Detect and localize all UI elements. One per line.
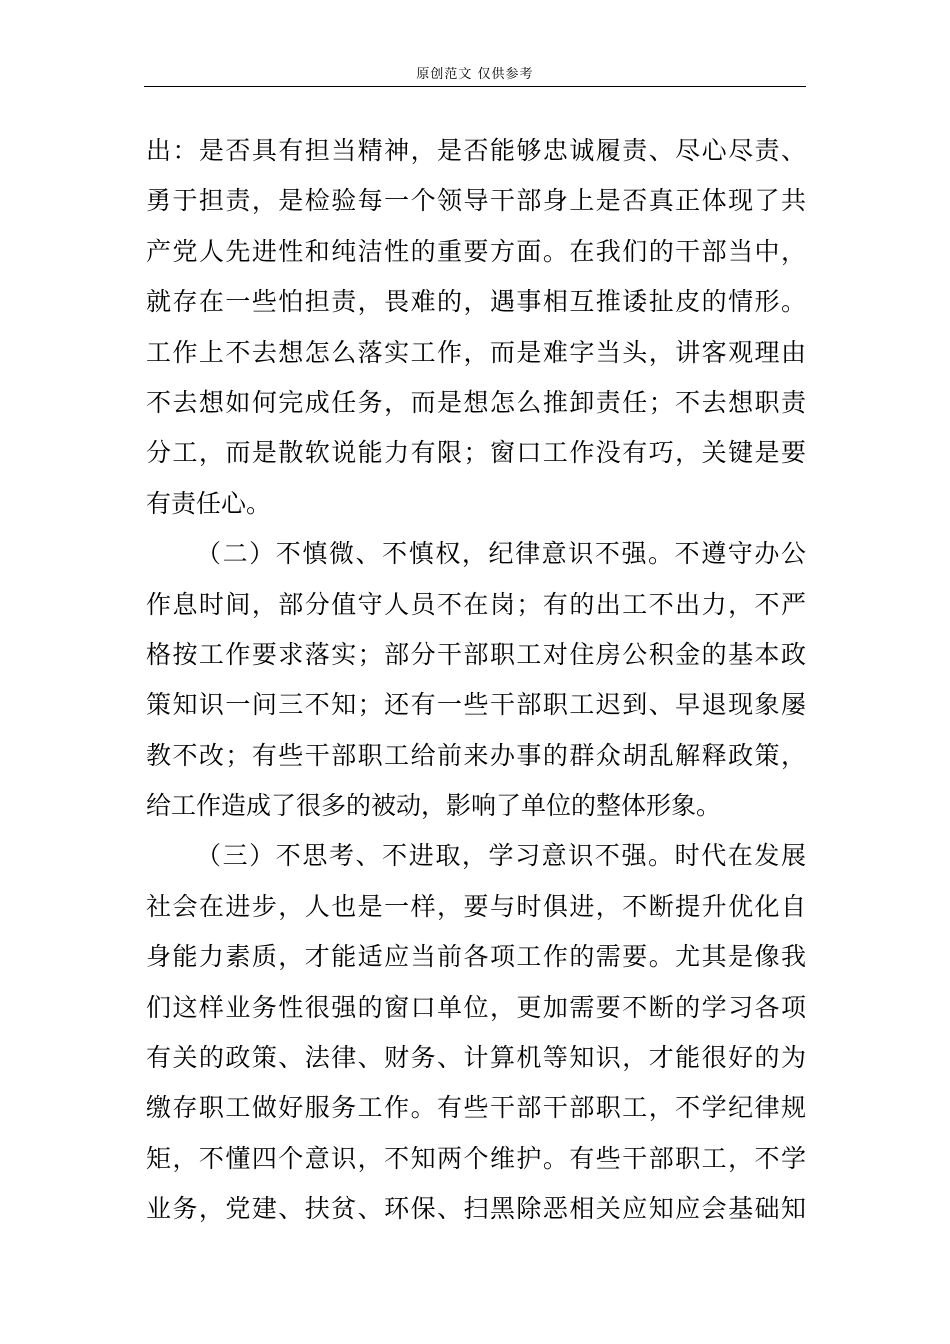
text-line: 身能力素质，才能适应当前各项工作的需要。尤其是像我: [146, 942, 806, 972]
paragraph-1: [146, 126, 806, 529]
text-line: 们这样业务性很强的窗口单位，更加需要不断的学习各项: [146, 992, 806, 1022]
text-line: （三）不思考、不进取，学习意识不强。时代在发展: [196, 841, 806, 871]
text-line: 格按工作要求落实；部分干部职工对住房公积金的基本政: [146, 639, 806, 669]
text-line: 就存在一些怕担责，畏难的，遇事相互推诿扯皮的情形。: [146, 287, 806, 317]
text-line: 工作上不去想怎么落实工作，而是难字当头，讲客观理由: [146, 337, 806, 367]
text-line: 矩，不懂四个意识，不知两个维护。有些干部职工，不学: [146, 1143, 806, 1173]
text-line: 出：是否具有担当精神，是否能够忠诚履责、尽心尽责、: [146, 136, 806, 165]
text-line: 有责任心。: [146, 488, 272, 518]
paragraph-3: [146, 831, 806, 1234]
text-line: 策知识一问三不知；还有一些干部职工迟到、早退现象屡: [146, 690, 806, 720]
paragraph-2: [146, 529, 806, 831]
document-body: [146, 126, 806, 1235]
text-line: 教不改；有些干部职工给前来办事的群众胡乱解释政策，: [146, 740, 806, 770]
text-line: 不去想如何完成任务，而是想怎么推卸责任；不去想职责: [146, 387, 806, 417]
text-line: 业务，党建、扶贫、环保、扫黑除恶相关应知应会基础知: [146, 1194, 806, 1224]
text-line: （二）不慎微、不慎权，纪律意识不强。不遵守办公: [196, 539, 806, 569]
text-line: 社会在进步，人也是一样，要与时俱进，不断提升优化自: [146, 891, 806, 921]
text-line: 缴存职工做好服务工作。有些干部干部职工，不学纪律规: [146, 1093, 806, 1123]
text-line: 作息时间，部分值守人员不在岗；有的出工不出力，不严: [146, 589, 806, 619]
page-header: 原创范文 仅供参考: [416, 67, 534, 82]
text-line: 分工，而是散软说能力有限；窗口工作没有巧，关键是要: [146, 438, 806, 468]
text-line: 产党人先进性和纯洁性的重要方面。在我们的干部当中，: [146, 236, 806, 266]
header-divider: [144, 86, 806, 87]
text-line: 有关的政策、法律、财务、计算机等知识，才能很好的为: [146, 1043, 806, 1073]
text-line: 勇于担责，是检验每一个领导干部身上是否真正体现了共: [146, 186, 806, 216]
text-line: 给工作造成了很多的被动，影响了单位的整体形象。: [146, 791, 722, 821]
